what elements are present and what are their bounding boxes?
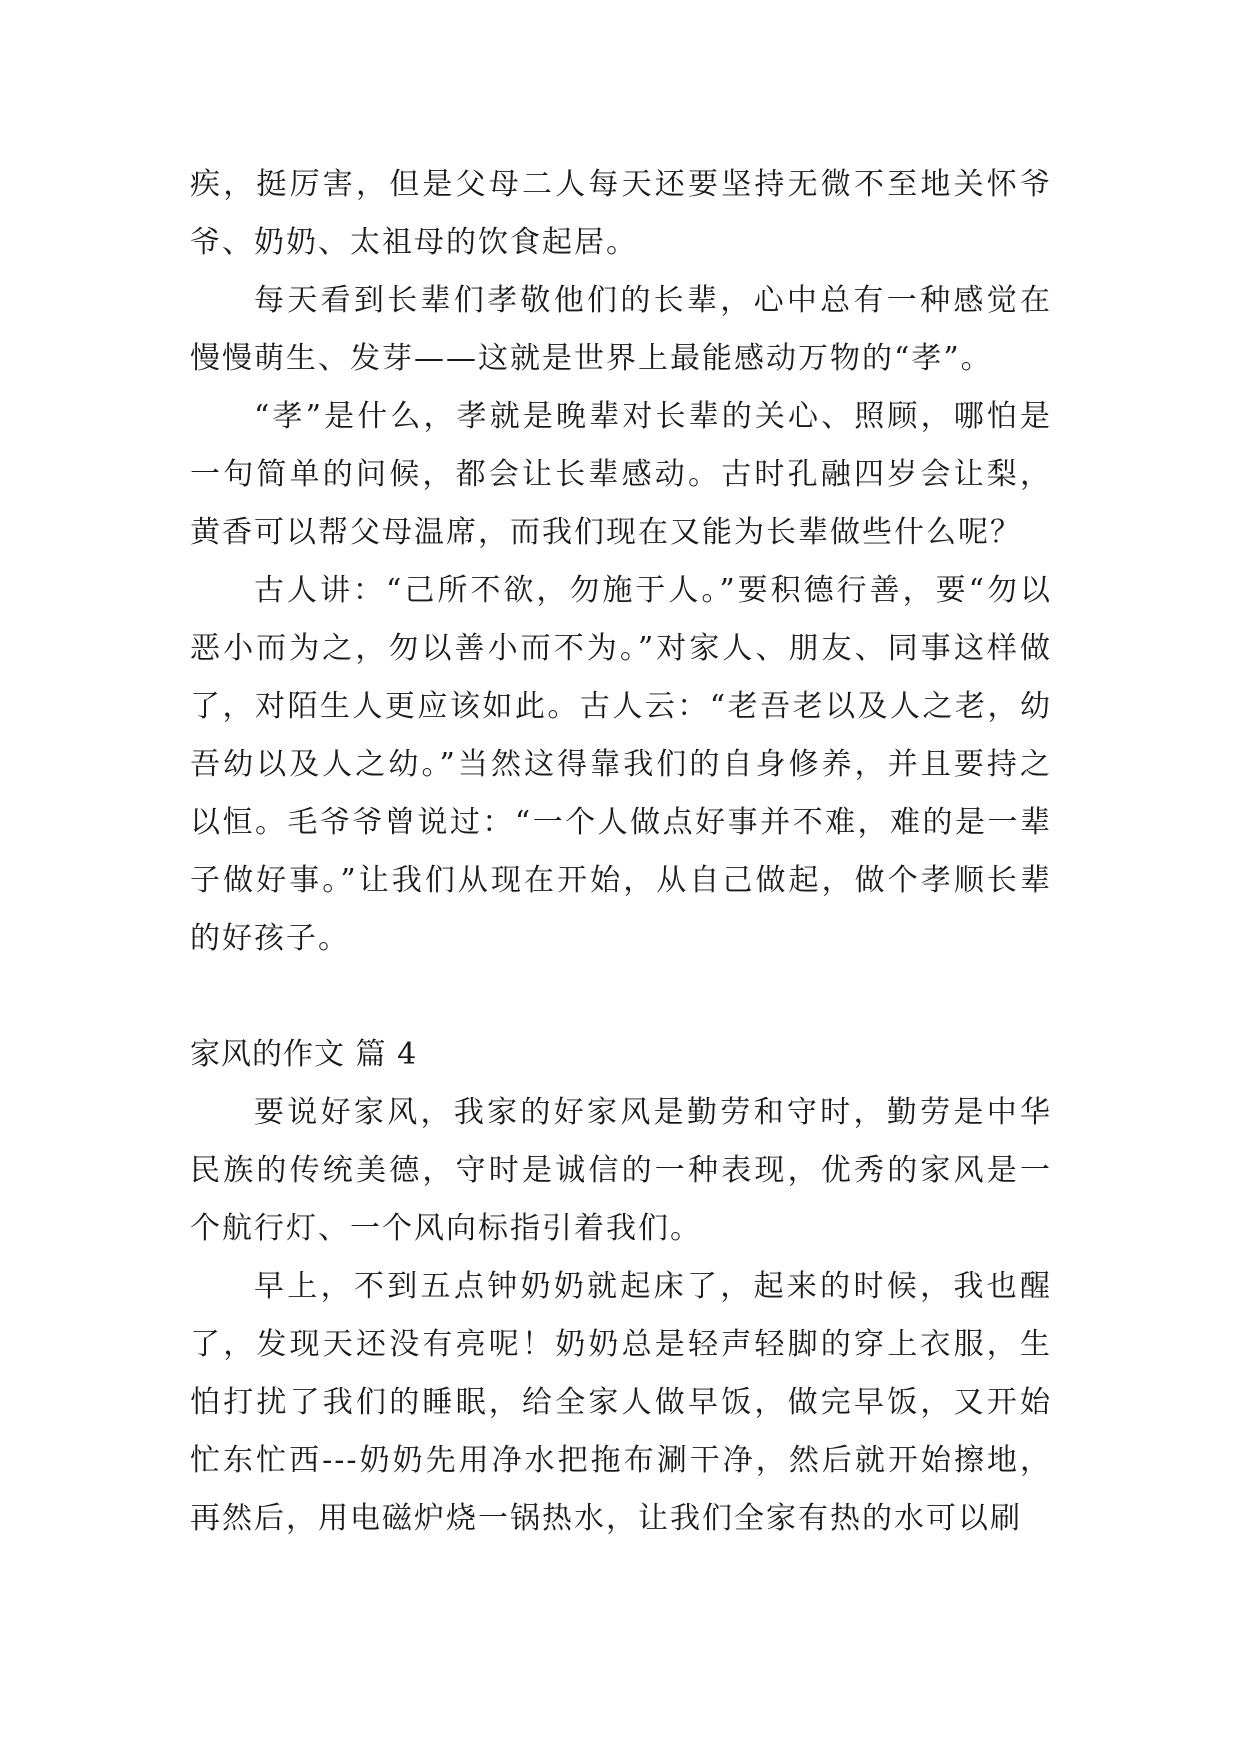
paragraph: 每天看到长辈们孝敬他们的长辈，心中总有一种感觉在慢慢萌生、发芽——这就是世界上最能感动万物的“孝”。: [190, 283, 1052, 376]
paragraph: 要说好家风，我家的好家风是勤劳和守时，勤劳是中华民族的传统美德，守时是诚信的一种表现，优秀的家风是一个航行灯、一个风向标指引着我们。: [190, 1095, 1052, 1246]
paragraph: 早上，不到五点钟奶奶就起床了，起来的时候，我也醒了，发现天还没有亮呢！奶奶总是轻声轻脚的穿上衣服，生怕打扰了我们的睡眠，给全家人做早饭，做完早饭，又开始忙东忙西---奶奶先用净水把拖布涮干净，然后就开始擦地，再然后，用电磁炉烧一锅热水，让我们全家有热的水可以刷: [190, 1269, 1052, 1536]
paragraph: 疾，挺厉害，但是父母二人每天还要坚持无微不至地关怀爷爷、奶奶、太祖母的饮食起居。: [190, 167, 1052, 260]
paragraph: 古人讲：“己所不欲，勿施于人。”要积德行善，要“勿以恶小而为之，勿以善小而不为。”对家人、朋友、同事这样做了，对陌生人更应该如此。古人云：“老吾老以及人之老，幼吾幼以及人之幼。”当然这得靠我们的自身修养，并且要持之以恒。毛爷爷曾说过：“一个人做点好事并不难，难的是一辈子做好事。”让我们从现在开始，从自己做起，做个孝顺长辈的好孩子。: [190, 573, 1052, 956]
document-body: [190, 156, 1052, 1548]
paragraph: “孝”是什么，孝就是晚辈对长辈的关心、照顾，哪怕是一句简单的问候，都会让长辈感动。古时孔融四岁会让梨，黄香可以帮父母温席，而我们现在又能为长辈做些什么呢？: [190, 399, 1052, 550]
section-heading: 家风的作文 篇 4: [190, 1037, 418, 1072]
